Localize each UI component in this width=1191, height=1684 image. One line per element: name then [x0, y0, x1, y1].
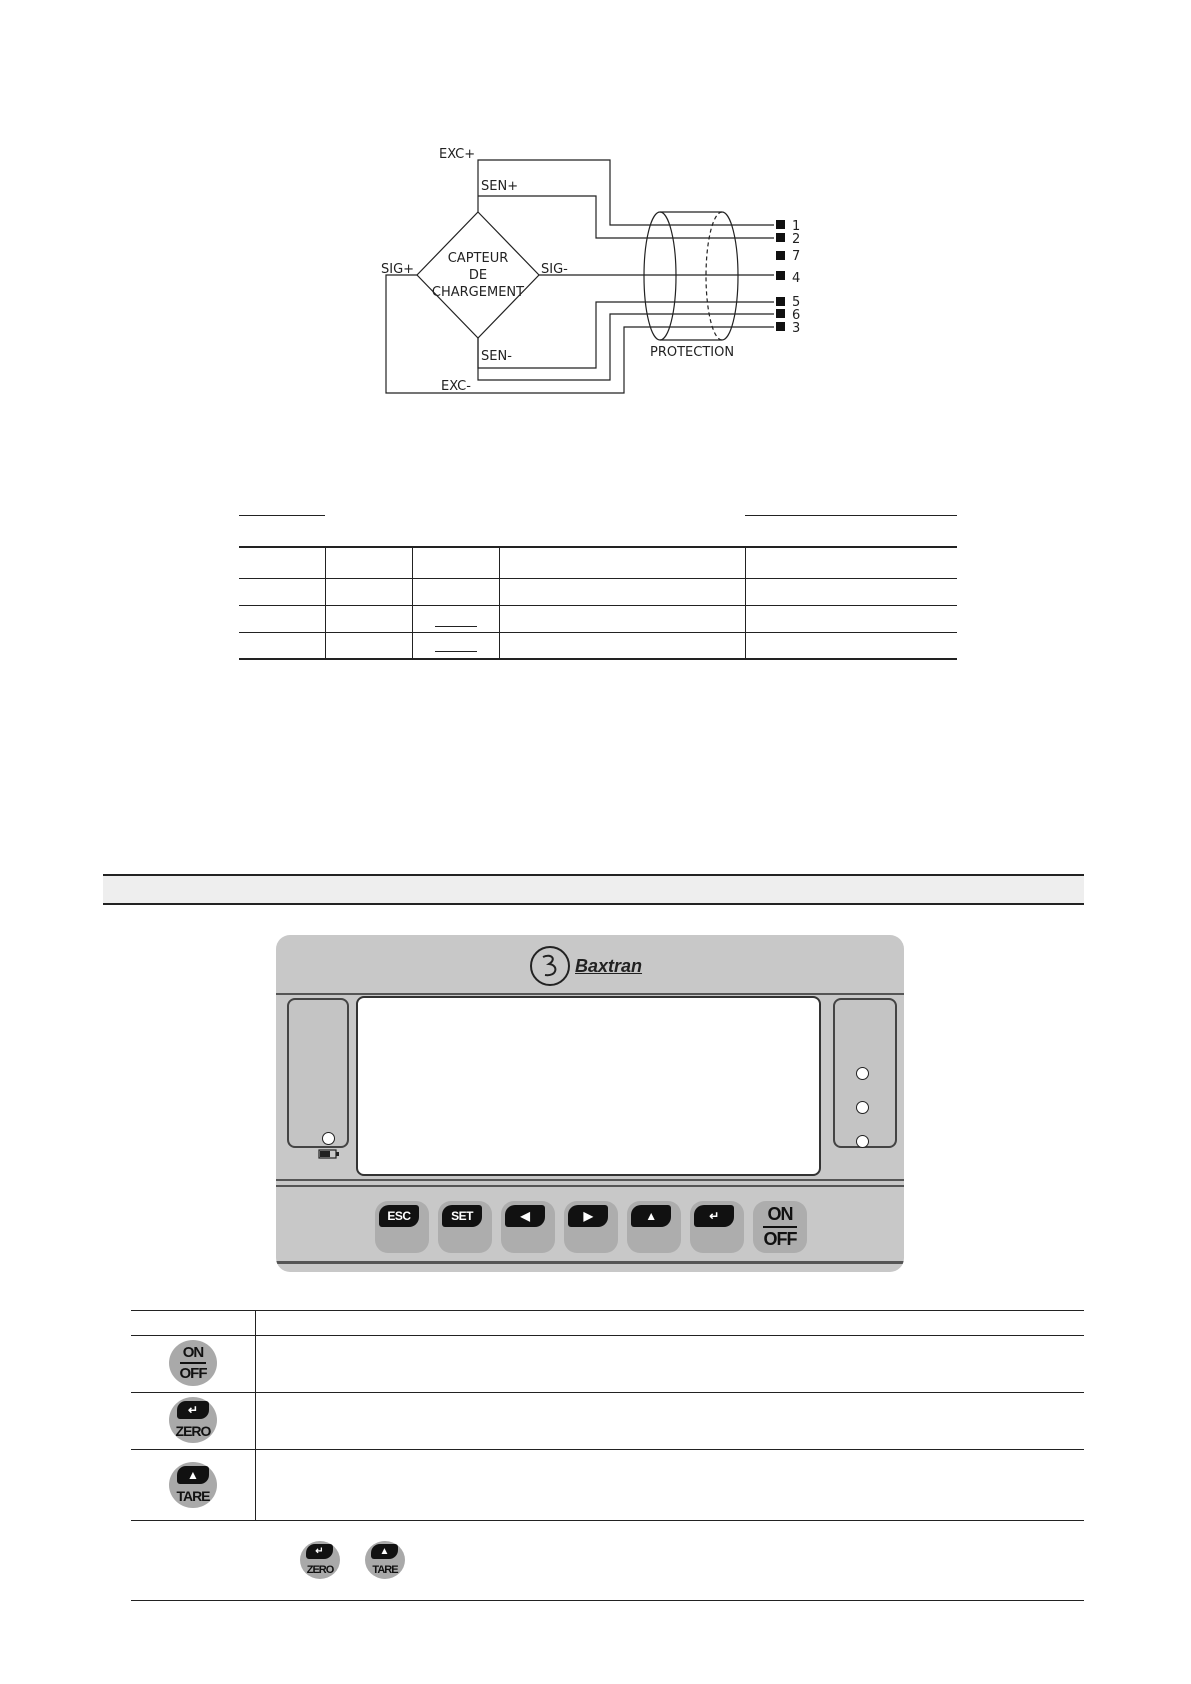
label-sen-minus: SEN- [481, 349, 512, 364]
label-exc-minus: EXC- [441, 379, 471, 394]
battery-icon [318, 1149, 340, 1159]
zero-key-icon [169, 1397, 217, 1443]
key-off-label: OFF [179, 1365, 207, 1382]
zero-label: ZERO [175, 1423, 211, 1439]
battery-led [322, 1132, 335, 1145]
terminal-label: 5 [792, 295, 801, 310]
enter-icon: ↵ [177, 1401, 209, 1419]
load-cell-wiring-diagram [0, 0, 1191, 440]
up-arrow-icon: ▲ [371, 1544, 398, 1559]
zero-key-icon-inline [300, 1541, 340, 1579]
left-status-box [287, 998, 349, 1148]
label-sensor-line3: CHARGEMENT [431, 285, 525, 300]
status-led-2 [856, 1101, 869, 1114]
section-heading-band [103, 874, 1084, 905]
tare-key-icon [169, 1462, 217, 1508]
on-off-key-icon [169, 1340, 217, 1386]
set-button[interactable] [438, 1201, 492, 1253]
label-sensor-line1: CAPTEUR [447, 251, 509, 266]
enter-button[interactable] [690, 1201, 744, 1253]
status-led-3 [856, 1135, 869, 1148]
indicator-front-panel [276, 935, 904, 1272]
right-arrow-button[interactable] [564, 1201, 618, 1253]
brand-name: Baxtran [575, 955, 643, 976]
tare-label: TARE [176, 1488, 210, 1504]
esc-label: ESC [379, 1205, 419, 1227]
left-arrow-button[interactable] [501, 1201, 555, 1253]
brand-logo [529, 943, 642, 989]
tare-label: TARE [372, 1564, 398, 1576]
left-arrow-icon: ◀ [505, 1205, 545, 1227]
enter-icon: ↵ [306, 1544, 333, 1559]
terminal-label: 6 [792, 308, 801, 323]
on-off-button[interactable] [753, 1201, 807, 1253]
status-led-1 [856, 1067, 869, 1080]
on-label: ON [767, 1204, 793, 1224]
terminal-label: 7 [792, 249, 801, 264]
up-arrow-icon: ▲ [177, 1466, 209, 1484]
key-on-label: ON [182, 1344, 204, 1361]
baxtran-logo-icon [529, 945, 571, 987]
enter-icon: ↵ [694, 1205, 734, 1227]
terminal-label: 3 [792, 321, 801, 336]
label-sensor-line2: DE [468, 268, 488, 283]
label-sig-minus: SIG- [541, 262, 568, 277]
terminal-blocks [776, 220, 785, 331]
tare-key-icon-inline [365, 1541, 405, 1579]
label-protection: PROTECTION [650, 345, 735, 360]
label-exc-plus: EXC+ [439, 147, 476, 162]
set-label: SET [442, 1205, 482, 1227]
label-sig-plus: SIG+ [381, 262, 415, 277]
up-arrow-icon: ▲ [631, 1205, 671, 1227]
off-label: OFF [763, 1229, 797, 1249]
lcd-display [356, 996, 821, 1176]
esc-button[interactable] [375, 1201, 429, 1253]
up-arrow-button[interactable] [627, 1201, 681, 1253]
right-status-box [833, 998, 897, 1148]
terminal-label: 2 [792, 232, 801, 247]
right-arrow-icon: ▶ [568, 1205, 608, 1227]
label-sen-plus: SEN+ [481, 179, 519, 194]
zero-label: ZERO [306, 1564, 334, 1576]
terminal-label: 1 [792, 219, 801, 234]
terminal-label: 4 [792, 271, 801, 286]
